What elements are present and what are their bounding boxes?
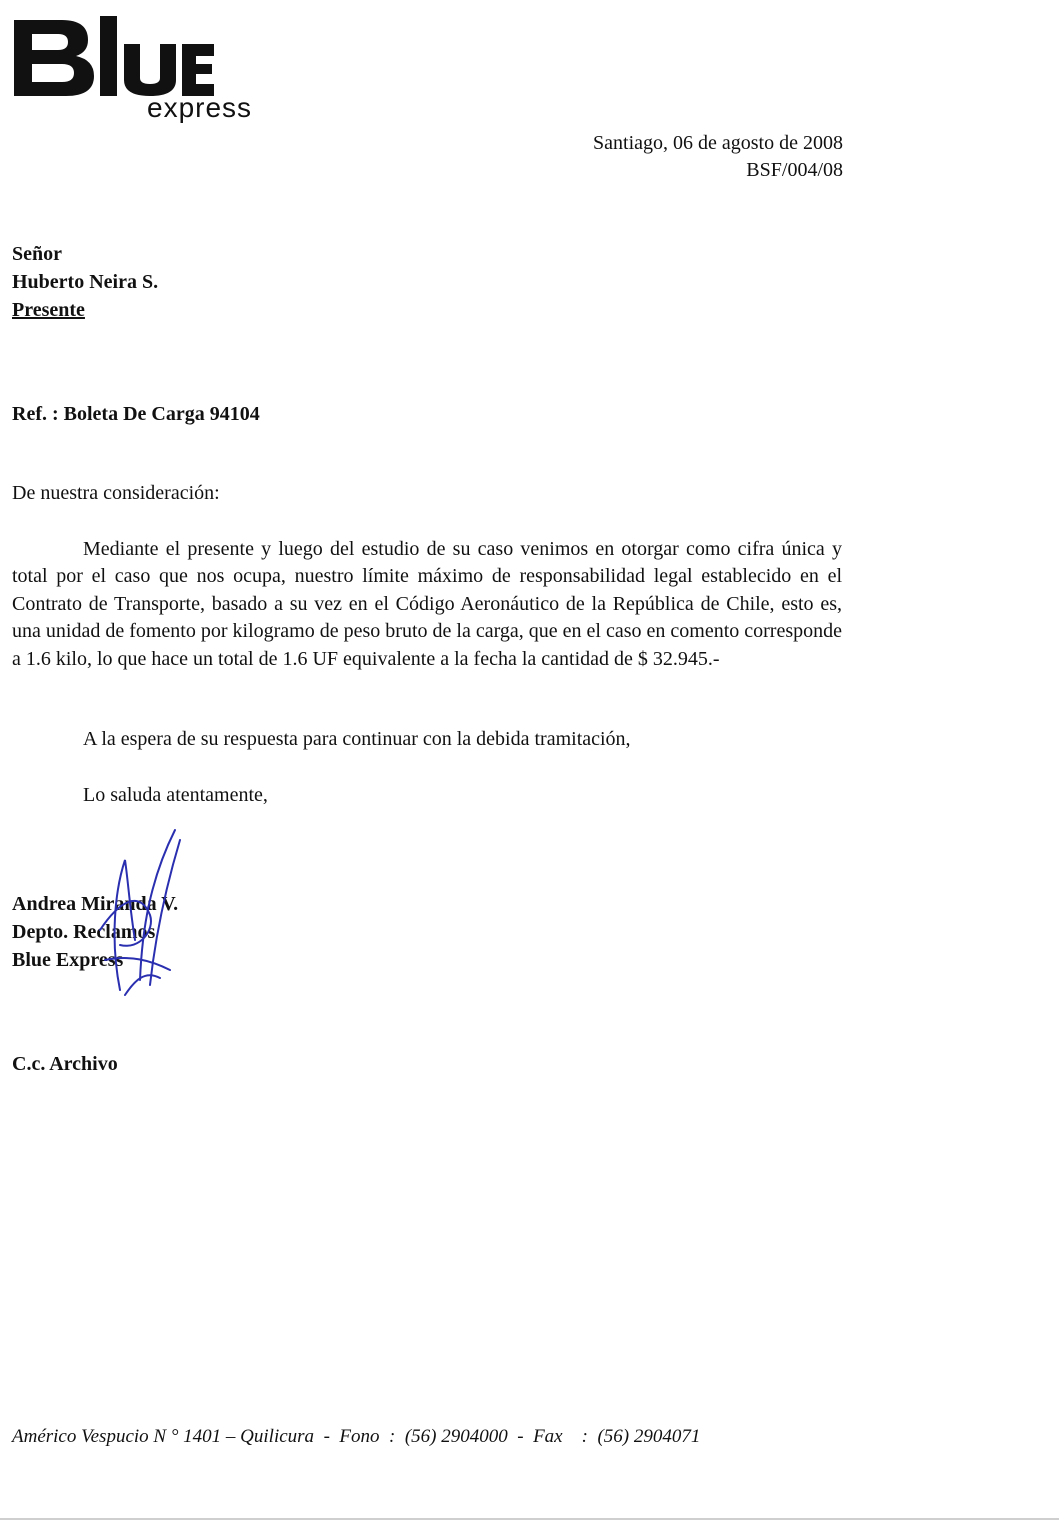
blue-express-logo: [10, 8, 215, 98]
recipient-block: [12, 240, 158, 324]
page-edge-divider: [0, 1518, 1059, 1520]
farewell-line: Lo saluda atentamente,: [83, 784, 268, 806]
signatory-company: Blue Express: [12, 949, 124, 971]
greeting: De nuestra consideración:: [12, 482, 220, 504]
place-date: Santiago, 06 de agosto de 2008: [593, 132, 843, 154]
logo-text: Blue: [10, 8, 12, 9]
cc-line: C.c. Archivo: [12, 1053, 118, 1075]
footer-fax: (56) 2904071: [597, 1426, 701, 1447]
signatory-name: Andrea Miranda V.: [12, 893, 179, 915]
footer-phone: (56) 2904000: [404, 1426, 508, 1447]
recipient-presente: Presente: [12, 299, 85, 321]
recipient-salutation: Señor: [12, 243, 62, 265]
signatory-department: Depto. Reclamos: [12, 921, 156, 943]
logo-subtitle: express: [147, 92, 253, 123]
footer-phone-label: Fono: [339, 1426, 380, 1447]
closing-line: A la espera de su respuesta para continuar con la debida tramitación,: [83, 728, 631, 750]
body-paragraph: Mediante el presente y luego del estudio de su caso venimos en otorgar como cifra única y total por el caso que nos ocupa, nuestro límite máximo de responsabilidad legal establecido en el Contrato de Transporte, basado a su vez en el Código Aeronáutico de la República de Chile, esto es, una unidad de fomento por kilogramo de peso bruto de la carga, que en el caso en comento corresponde a 1.6 kilo, lo que hace un total de 1.6 UF equivalente a la fecha la cantidad de $ 32.945.-: [12, 538, 842, 670]
document-code: BSF/004/08: [746, 159, 843, 181]
handwritten-signature: [80, 820, 200, 1000]
date-block: [593, 130, 843, 184]
footer-fax-label: Fax: [533, 1426, 563, 1447]
recipient-name: Huberto Neira S.: [12, 271, 159, 293]
reference-line: Ref. : Boleta De Carga 94104: [12, 403, 260, 425]
footer-address: Américo Vespucio N ° 1401 – Quilicura: [12, 1426, 315, 1447]
footer-contact: Américo Vespucio N ° 1401 – Quilicura - Fono : (56) 2904000 - Fax : (56) 2904071: [12, 1426, 701, 1447]
